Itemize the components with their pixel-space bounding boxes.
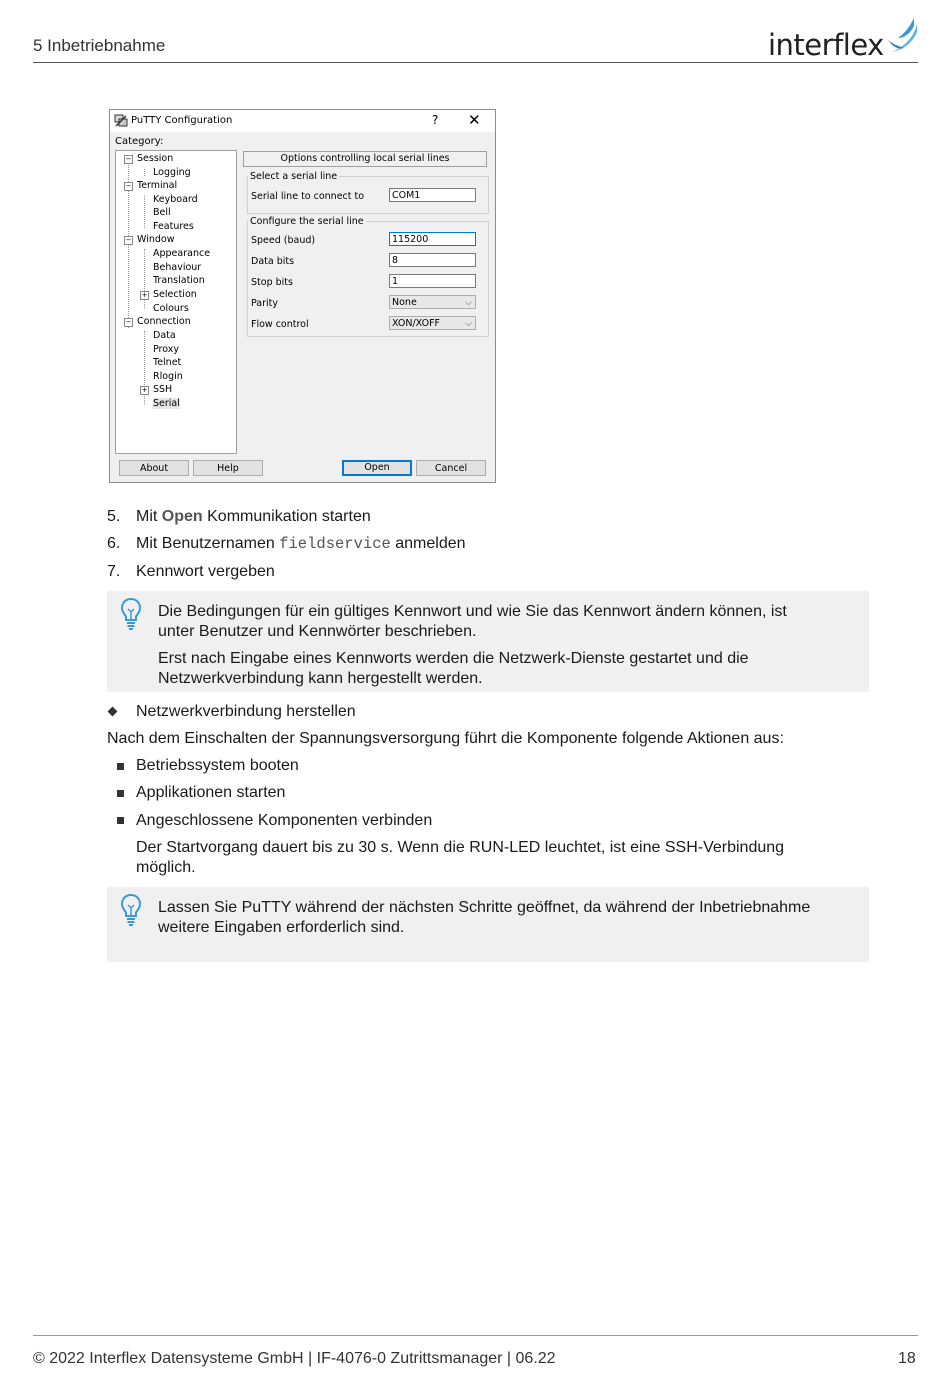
category-label: Category:	[115, 136, 164, 147]
diamond-bullet-icon	[108, 707, 118, 717]
tree-item-translation[interactable]: Translation	[153, 275, 205, 286]
tree-item-terminal[interactable]: Terminal	[137, 180, 178, 191]
stop-bits-label: Stop bits	[251, 277, 293, 288]
note-text: weitere Eingaben erforderlich sind.	[158, 919, 405, 936]
footer-divider	[33, 1335, 918, 1336]
square-bullet-icon	[117, 763, 124, 770]
chapter-title: 5 Inbetriebnahme	[33, 36, 166, 55]
section-item: Netzwerkverbindung herstellen	[136, 703, 356, 720]
data-bits-label: Data bits	[251, 256, 295, 267]
collapse-icon[interactable]: −	[125, 182, 132, 190]
about-button[interactable]: About	[119, 460, 189, 476]
info-note	[107, 887, 869, 962]
parity-label: Parity	[251, 298, 279, 309]
tree-item-window[interactable]: Window	[137, 234, 175, 245]
collapse-icon[interactable]: −	[125, 318, 132, 326]
step-text-part: Kommunikation starten	[202, 508, 371, 525]
lightbulb-icon	[120, 893, 142, 927]
note-text: Die Bedingungen für ein gültiges Kennwort und wie Sie das Kennwort ändern können, ist	[158, 603, 787, 620]
expand-icon[interactable]: +	[141, 386, 148, 394]
tree-item-appearance[interactable]: Appearance	[153, 248, 211, 259]
serial-line-label: Serial line to connect to	[251, 191, 365, 202]
tree-line	[144, 195, 145, 228]
data-bits-input[interactable]: 8	[389, 253, 476, 267]
close-icon[interactable]: ✕	[468, 111, 481, 129]
info-note	[107, 591, 869, 692]
step-number: 5.	[107, 508, 121, 525]
collapse-icon[interactable]: −	[125, 155, 132, 163]
page-number: 18	[898, 1350, 916, 1367]
stop-bits-input[interactable]: 1	[389, 274, 476, 288]
tree-item-features[interactable]: Features	[153, 221, 194, 232]
note-text: Netzwerkverbindung kann hergestellt werden.	[158, 670, 483, 687]
open-button[interactable]: Open	[342, 460, 412, 476]
intro-text: Nach dem Einschalten der Spannungsversorgung führt die Komponente folgende Aktionen aus:	[107, 730, 784, 747]
group-label: Select a serial line	[250, 171, 338, 182]
putty-app-icon	[114, 114, 128, 128]
followup-text: Der Startvorgang dauert bis zu 30 s. Wenn die RUN-LED leuchtet, ist eine SSH-Verbindung	[136, 839, 785, 856]
tree-line	[144, 169, 145, 176]
serial-line-input[interactable]: COM1	[389, 188, 476, 202]
help-button[interactable]: Help	[193, 460, 263, 476]
flow-control-value: XON/XOFF	[392, 318, 440, 329]
tree-item-data[interactable]: Data	[153, 330, 176, 341]
logo-text: interflex	[768, 28, 884, 62]
putty-config-dialog	[109, 109, 496, 483]
expand-icon[interactable]: +	[141, 291, 148, 299]
bullet-item: Angeschlossene Komponenten verbinden	[136, 812, 433, 829]
square-bullet-icon	[117, 790, 124, 797]
tree-item-behaviour[interactable]: Behaviour	[153, 262, 202, 273]
step-7-text: Kennwort vergeben	[136, 563, 275, 580]
tree-item-rlogin[interactable]: Rlogin	[153, 371, 183, 382]
note-text: Lassen Sie PuTTY während der nächsten Schritte geöffnet, da während der Inbetriebnahme	[158, 899, 811, 916]
category-tree[interactable]	[115, 150, 237, 454]
lightbulb-icon	[120, 597, 142, 631]
flow-control-select[interactable]	[389, 316, 476, 330]
dialog-title: PuTTY Configuration	[131, 115, 233, 126]
chevron-down-icon: ⌵	[465, 298, 472, 308]
tree-item-keyboard[interactable]: Keyboard	[153, 194, 198, 205]
step-number: 7.	[107, 563, 121, 580]
username-code: fieldservice	[279, 535, 391, 553]
followup-text: möglich.	[136, 859, 196, 876]
tree-line	[144, 249, 145, 309]
butterfly-icon	[884, 16, 918, 56]
tree-item-colours[interactable]: Colours	[153, 303, 189, 314]
parity-select[interactable]	[389, 295, 476, 309]
parity-value: None	[392, 297, 417, 308]
speed-input[interactable]: 115200	[389, 232, 476, 246]
step-5-text	[136, 507, 371, 527]
tree-item-serial[interactable]: Serial	[153, 398, 180, 409]
chevron-down-icon: ⌵	[465, 319, 472, 329]
bullet-item: Betriebssystem booten	[136, 757, 299, 774]
help-icon[interactable]: ?	[432, 113, 439, 127]
panel-header: Options controlling local serial lines	[243, 151, 487, 167]
flow-control-label: Flow control	[251, 319, 309, 330]
step-text-part: anmelden	[390, 535, 466, 552]
keyword-open: Open	[161, 508, 203, 525]
tree-item-bell[interactable]: Bell	[153, 207, 171, 218]
note-text: unter Benutzer und Kennwörter beschrieben.	[158, 623, 477, 640]
collapse-icon[interactable]: −	[125, 236, 132, 244]
group-label: Configure the serial line	[250, 216, 364, 227]
speed-label: Speed (baud)	[251, 235, 316, 246]
tree-item-ssh[interactable]: SSH	[153, 384, 173, 395]
step-text-part: Mit	[136, 508, 162, 525]
dialog-titlebar	[110, 110, 495, 132]
bullet-item: Applikationen starten	[136, 784, 286, 801]
tree-item-selection[interactable]: Selection	[153, 289, 197, 300]
step-number: 6.	[107, 535, 121, 552]
tree-item-proxy[interactable]: Proxy	[153, 344, 180, 355]
step-text-part: Mit Benutzernamen	[136, 535, 280, 552]
cancel-button[interactable]: Cancel	[416, 460, 486, 476]
header-divider	[33, 62, 918, 63]
footer-copyright: © 2022 Interflex Datensysteme GmbH | IF-4076-0 Zutrittsmanager | 06.22	[33, 1350, 556, 1367]
note-text: Erst nach Eingabe eines Kennworts werden die Netzwerk-Dienste gestartet und die	[158, 650, 749, 667]
tree-item-connection[interactable]: Connection	[137, 316, 191, 327]
tree-item-session[interactable]: Session	[137, 153, 174, 164]
tree-item-telnet[interactable]: Telnet	[153, 357, 182, 368]
step-6-text	[136, 534, 466, 554]
square-bullet-icon	[117, 817, 124, 824]
tree-item-logging[interactable]: Logging	[153, 167, 191, 178]
